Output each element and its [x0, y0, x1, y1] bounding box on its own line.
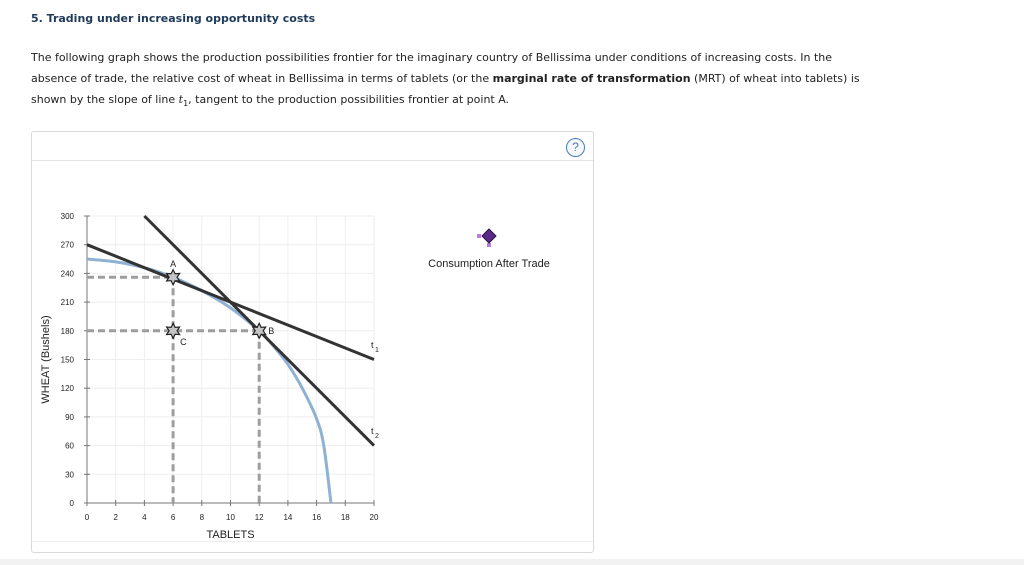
page-bottom-shade [0, 559, 1024, 565]
question-text-part-3: , tangent to the production possibilities frontier at point A. [188, 93, 510, 106]
y-tick-label: 300 [60, 212, 74, 221]
y-tick-label: 90 [65, 412, 74, 422]
question-text [31, 47, 861, 114]
ppf-chart [32, 132, 593, 552]
question-text-bold: marginal rate of transformation [492, 72, 691, 85]
y-tick-label: 0 [69, 499, 74, 508]
point-label-C: C [180, 336, 187, 347]
question-text-line-var: t [178, 93, 184, 106]
line-label-t2: t [371, 426, 374, 437]
y-tick-label: 270 [60, 240, 74, 250]
x-axis-title: TABLETS [206, 529, 255, 541]
y-tick-label: 210 [60, 298, 74, 308]
point-label-A: A [170, 259, 177, 270]
question-text-line-sub: 1 [183, 99, 189, 109]
legend-diamond-icon [482, 229, 496, 243]
question-text-part-1: The following graph shows the production possibilities frontier for the imaginary country of Bellissima under conditions of increasing costs. In the absence of trade, the relative cost of wheat in Bellissima in terms of tablets (or the [31, 51, 833, 85]
x-tick-label: 0 [84, 513, 90, 522]
y-axis-title: WHEAT (Bushels) [40, 315, 52, 404]
x-tick-label: 6 [170, 513, 176, 522]
x-tick-label: 10 [226, 513, 235, 522]
line-sublabel-t2: 2 [375, 433, 379, 441]
ppf-curve [87, 259, 331, 503]
y-tick-label: 60 [65, 441, 74, 451]
x-tick-label: 12 [254, 513, 264, 522]
point-label-B: B [268, 325, 275, 336]
line-label-t1: t [371, 340, 374, 351]
y-tick-label: 180 [60, 326, 74, 336]
x-tick-label: 8 [199, 513, 205, 522]
point-C-star-icon [167, 323, 180, 338]
legend-marker-tail [477, 234, 481, 238]
x-tick-label: 16 [312, 513, 322, 522]
x-tick-label: 20 [369, 513, 379, 522]
y-tick-label: 30 [65, 470, 74, 480]
x-tick-label: 2 [113, 513, 118, 522]
y-tick-label: 150 [60, 355, 74, 365]
legend-label: Consumption After Trade [428, 258, 550, 270]
question-title: 5. Trading under increasing opportunity costs [31, 12, 316, 25]
question-text-part-2: (MRT) of wheat into tablets) is shown by the slope of line [31, 72, 860, 106]
line-sublabel-t1: 1 [375, 347, 379, 355]
y-tick-label: 120 [60, 384, 74, 394]
x-tick-label: 4 [142, 513, 147, 522]
x-tick-label: 18 [340, 513, 350, 522]
graph-panel [31, 131, 594, 553]
y-tick-label: 240 [60, 269, 74, 279]
help-button[interactable]: ? [566, 138, 585, 157]
x-tick-label: 14 [283, 513, 293, 522]
